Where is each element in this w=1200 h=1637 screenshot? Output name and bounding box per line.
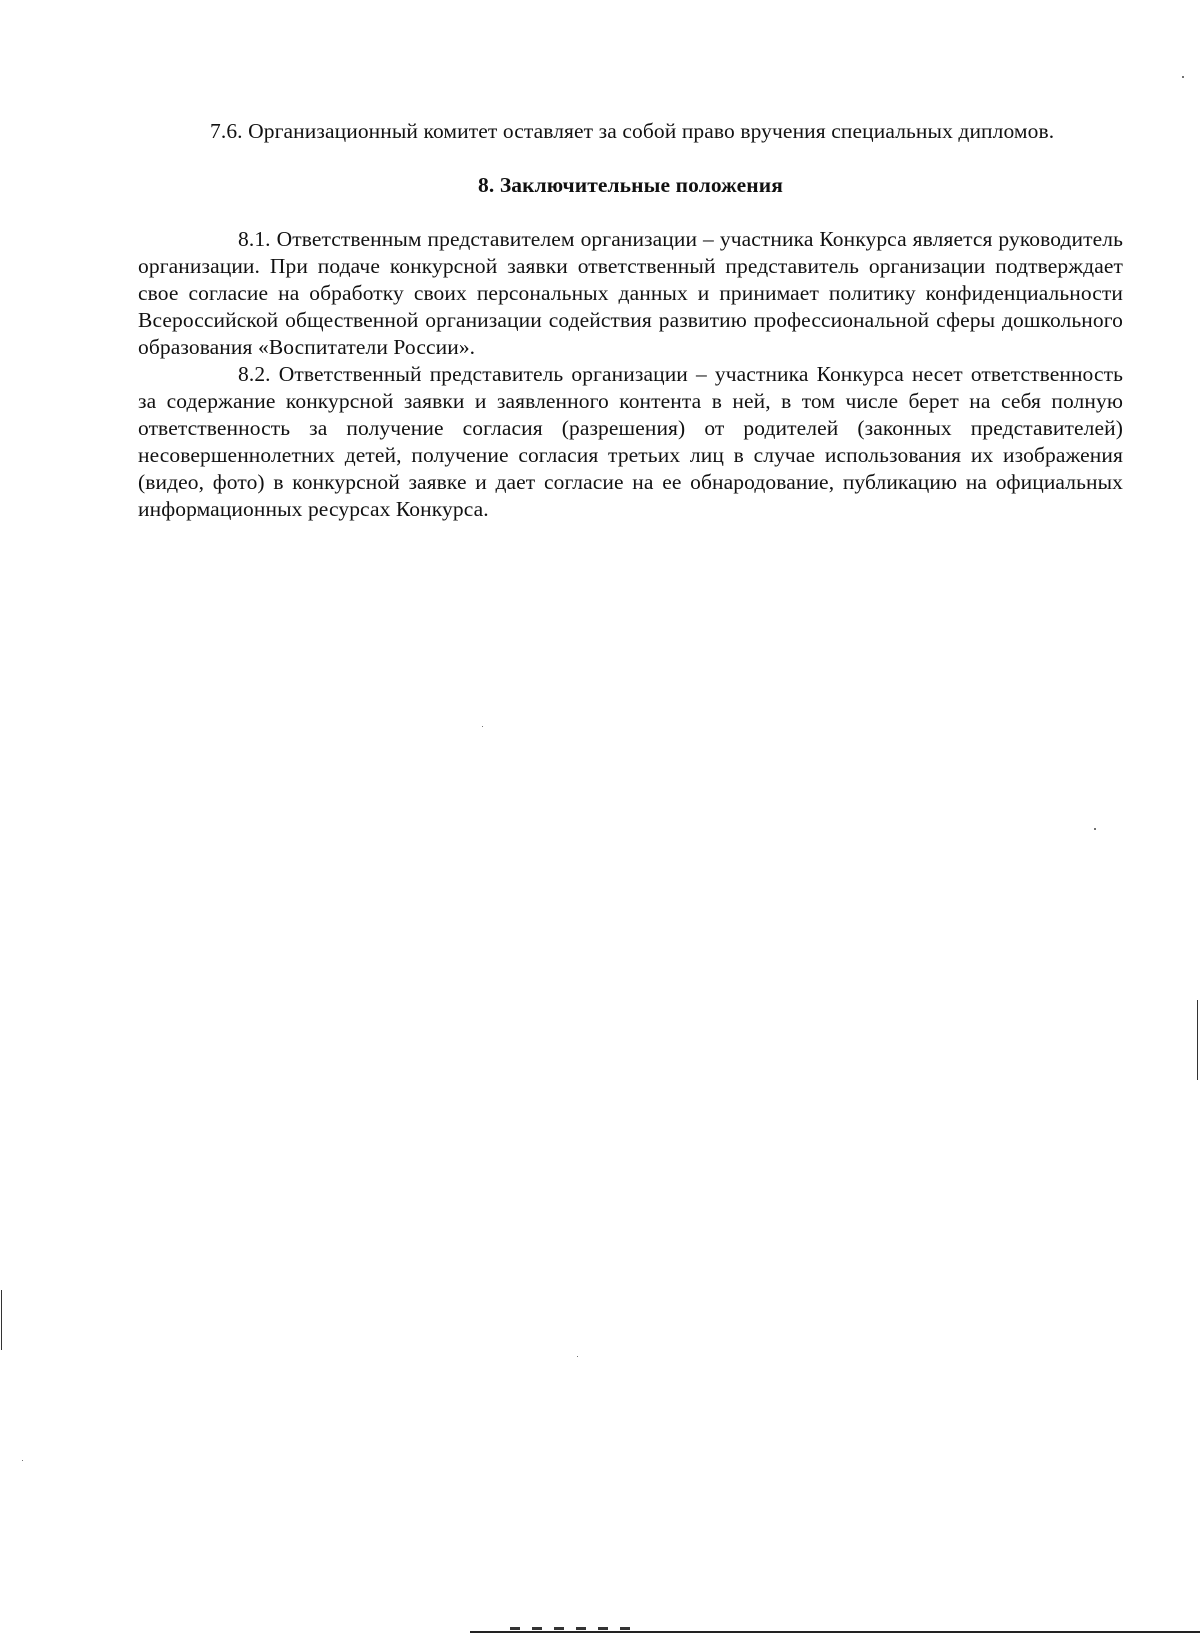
scan-speck (482, 726, 483, 727)
scan-edge-left (1, 1290, 2, 1350)
document-body (138, 118, 1123, 523)
scan-speck (1182, 76, 1184, 78)
paragraph-7-6: 7.6. Организационный комитет оставляет за собой право вручения специальных дипломов. (210, 119, 1055, 143)
scan-edge-right (1197, 1000, 1198, 1080)
scan-speck (1094, 828, 1096, 830)
paragraph-8-1: 8.1. Ответственным представителем организации – участника Конкурса является руководитель организации. При подаче конкурсной заявки ответственный представитель организации подтверждает свое согласие на обработку своих персональных данных и принимает политику конфиденциальности Всероссийской общественной организации содействия развитию профессиональной сферы дошкольного образования «Воспитатели России». (138, 227, 1123, 359)
scan-speck (22, 1460, 23, 1461)
scan-bottom-rule (470, 1631, 1200, 1633)
scan-bottom-marks (510, 1627, 630, 1630)
scan-speck (577, 1356, 578, 1357)
paragraph-8-2: 8.2. Ответственный представитель организации – участника Конкурса несет ответственность за содержание конкурсной заявки и заявленного контента в ней, в том числе берет на себя полную ответственность за получение согласия (разрешения) от родителей (законных представителей) несовершеннолетних детей, получение согласия третьих лиц в случае использования их изображения (видео, фото) в конкурсной заявке и дает согласие на ее обнародование, публикацию на официальных информационных ресурсах Конкурса. (138, 362, 1123, 521)
section-heading: 8. Заключительные положения (478, 173, 783, 197)
